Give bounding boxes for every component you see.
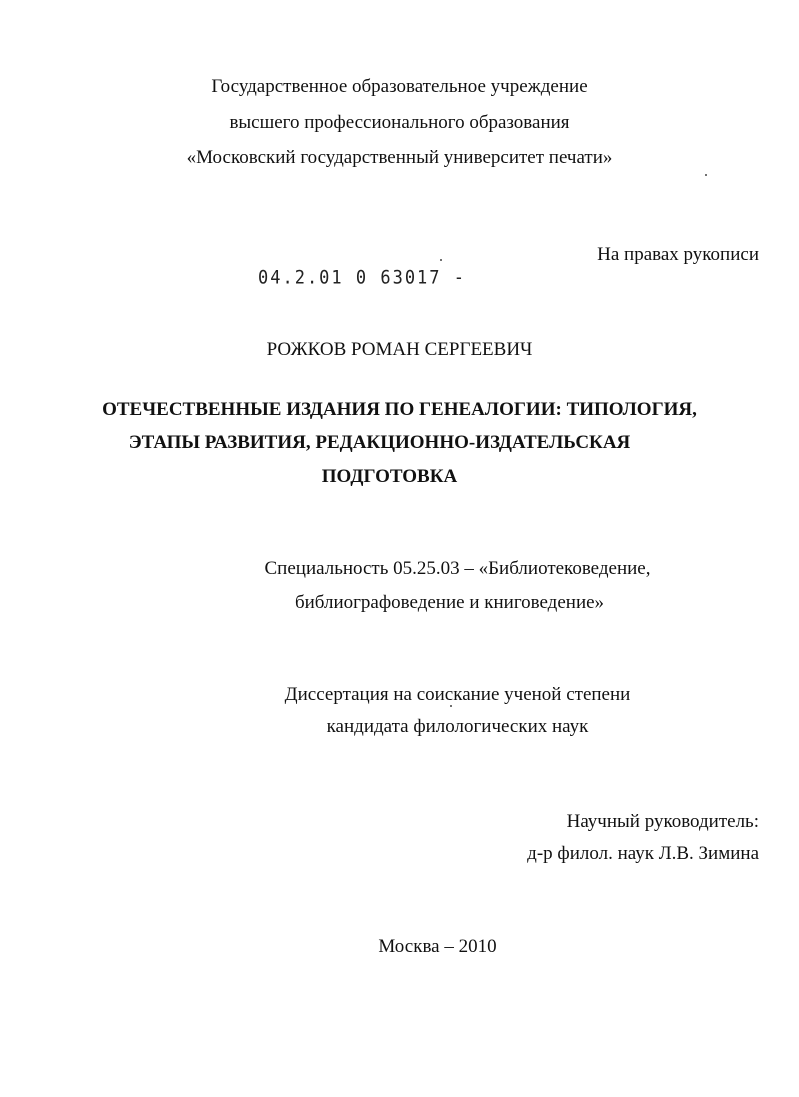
scan-speck [705, 174, 707, 176]
registry-code-stamp: 04.2.01 0 63017 - [258, 267, 466, 289]
supervisor-name: д-р филол. наук Л.В. Зимина [527, 843, 759, 864]
supervisor-label: Научный руководитель: [566, 811, 759, 832]
institution-line-3: «Московский государственный университет печати» [186, 147, 613, 168]
author-name: РОЖКОВ РОМАН СЕРГЕЕВИЧ [266, 339, 533, 360]
thesis-title-line-3: ПОДГОТОВКА [321, 466, 458, 487]
thesis-title-line-2: ЭТАПЫ РАЗВИТИЯ, РЕДАКЦИОННО-ИЗДАТЕЛЬСКАЯ [128, 432, 631, 453]
city-year: Москва – 2010 [378, 936, 497, 957]
rights-note: На правах рукописи [597, 244, 759, 265]
institution-line-2: высшего профессионального образования [229, 112, 570, 133]
institution-line-1: Государственное образовательное учреждение [211, 76, 588, 97]
specialty-line-1: Специальность 05.25.03 – «Библиотековедение, [264, 558, 651, 579]
dissertation-line-2: кандидата филологических наук [326, 716, 589, 737]
thesis-title-line-1: ОТЕЧЕСТВЕННЫЕ ИЗДАНИЯ ПО ГЕНЕАЛОГИИ: ТИПОЛОГИЯ, [102, 399, 697, 420]
specialty-line-2: библиографоведение и книговедение» [294, 592, 605, 613]
dissertation-line-1: Диссертация на соискание ученой степени [284, 684, 631, 705]
scan-speck [440, 259, 442, 261]
